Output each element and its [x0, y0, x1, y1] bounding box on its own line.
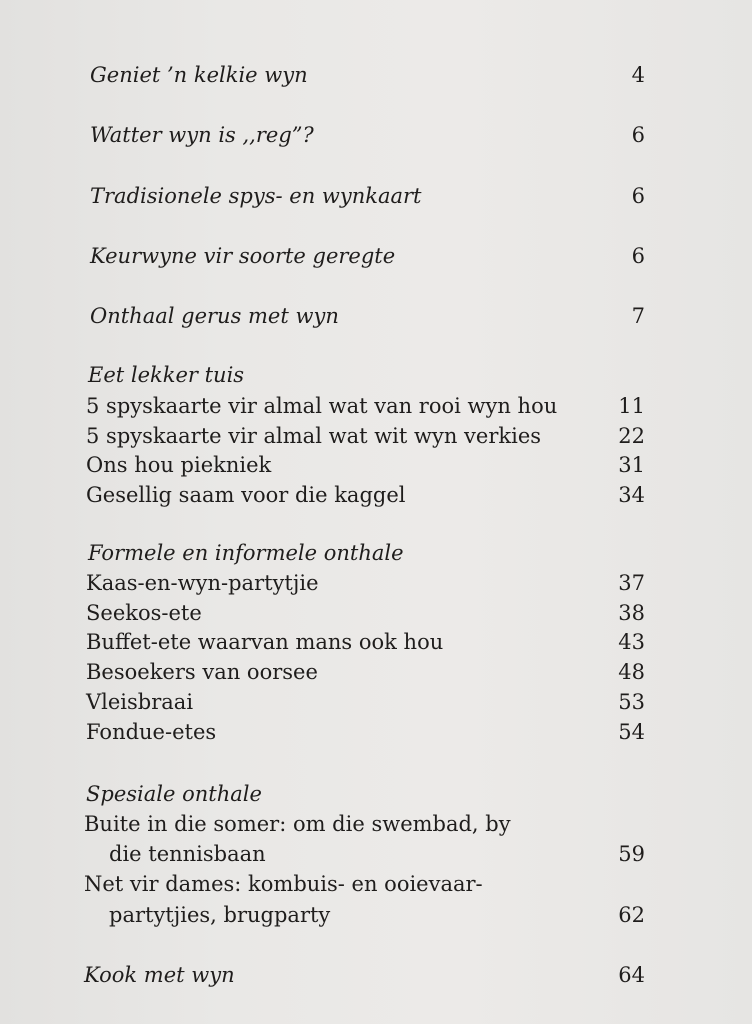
- toc-item-title: 5 spyskaarte vir almal wat wit wyn verkies: [86, 424, 542, 448]
- toc-item-title: Ons hou piekniek: [86, 453, 272, 477]
- toc-item-page: 31: [618, 453, 645, 477]
- toc-entry-page: 7: [631, 304, 645, 328]
- toc-item: [0, 568, 752, 598]
- toc-item-page: 62: [618, 903, 645, 927]
- toc-entry-title: Keurwyne vir soorte geregte: [90, 244, 396, 268]
- toc-entry-title: Kook met wyn: [84, 963, 235, 987]
- toc-item-title: Fondue-etes: [86, 720, 217, 744]
- toc-item: [0, 391, 752, 421]
- toc-item: [0, 687, 752, 717]
- toc-item: [0, 657, 752, 687]
- toc-entry-page: 6: [631, 123, 645, 147]
- toc-entry-page: 6: [631, 184, 645, 208]
- toc-entry: [0, 241, 752, 271]
- toc-entry: [0, 181, 752, 211]
- section-heading-text: Formele en informele onthale: [88, 541, 404, 565]
- toc-item-title-line1: Buite in die somer: om die swembad, by: [84, 812, 511, 836]
- toc-entry-title: Geniet ’n kelkie wyn: [90, 63, 308, 87]
- toc-item-title-line2: die tennisbaan: [109, 842, 266, 866]
- toc-entry-page: 64: [618, 963, 645, 987]
- toc-entry: [0, 960, 752, 990]
- toc-item-page: 22: [618, 424, 645, 448]
- toc-entry-page: 4: [631, 63, 645, 87]
- toc-item-page: 37: [618, 571, 645, 595]
- toc-item: [0, 598, 752, 628]
- toc-item: [0, 809, 752, 839]
- toc-item-page: 59: [618, 842, 645, 866]
- toc-item-title: Besoekers van oorsee: [86, 660, 318, 684]
- toc-item: [0, 839, 752, 869]
- toc-item-page: 34: [618, 483, 645, 507]
- section-heading: [0, 360, 752, 390]
- toc-item-title-line2: partytjies, brugparty: [109, 903, 331, 927]
- toc-item: [0, 421, 752, 451]
- section-heading-text: Eet lekker tuis: [88, 363, 245, 387]
- toc-item-page: 43: [618, 630, 645, 654]
- toc-item: [0, 450, 752, 480]
- toc-item-page: 54: [618, 720, 645, 744]
- section-heading: [0, 538, 752, 568]
- section-heading: [0, 779, 752, 809]
- toc-entry: [0, 60, 752, 90]
- toc-item: [0, 717, 752, 747]
- section-heading-text: Spesiale onthale: [86, 782, 262, 806]
- toc-item-title: Gesellig saam voor die kaggel: [86, 483, 406, 507]
- toc-item: [0, 480, 752, 510]
- toc-item: [0, 627, 752, 657]
- toc-item-page: 11: [618, 394, 645, 418]
- toc-item-title: Kaas-en-wyn-partytjie: [86, 571, 319, 595]
- toc-item-title: Vleisbraai: [86, 690, 194, 714]
- toc-item-page: 53: [618, 690, 645, 714]
- toc-item-title: Seekos-ete: [86, 601, 202, 625]
- toc-entry-title: Tradisionele spys- en wynkaart: [90, 184, 422, 208]
- toc-item: [0, 900, 752, 930]
- toc-item: [0, 869, 752, 899]
- toc-item-page: 48: [618, 660, 645, 684]
- toc-item-title: Buffet-ete waarvan mans ook hou: [86, 630, 444, 654]
- toc-item-title-line1: Net vir dames: kombuis- en ooievaar-: [84, 872, 483, 896]
- toc-entry-page: 6: [631, 244, 645, 268]
- toc-item-title: 5 spyskaarte vir almal wat van rooi wyn hou: [86, 394, 558, 418]
- toc-entry: [0, 120, 752, 150]
- toc-entry-title: Watter wyn is ,,reg”?: [90, 123, 314, 147]
- toc-item-page: 38: [618, 601, 645, 625]
- toc-entry: [0, 301, 752, 331]
- toc-entry-title: Onthaal gerus met wyn: [90, 304, 339, 328]
